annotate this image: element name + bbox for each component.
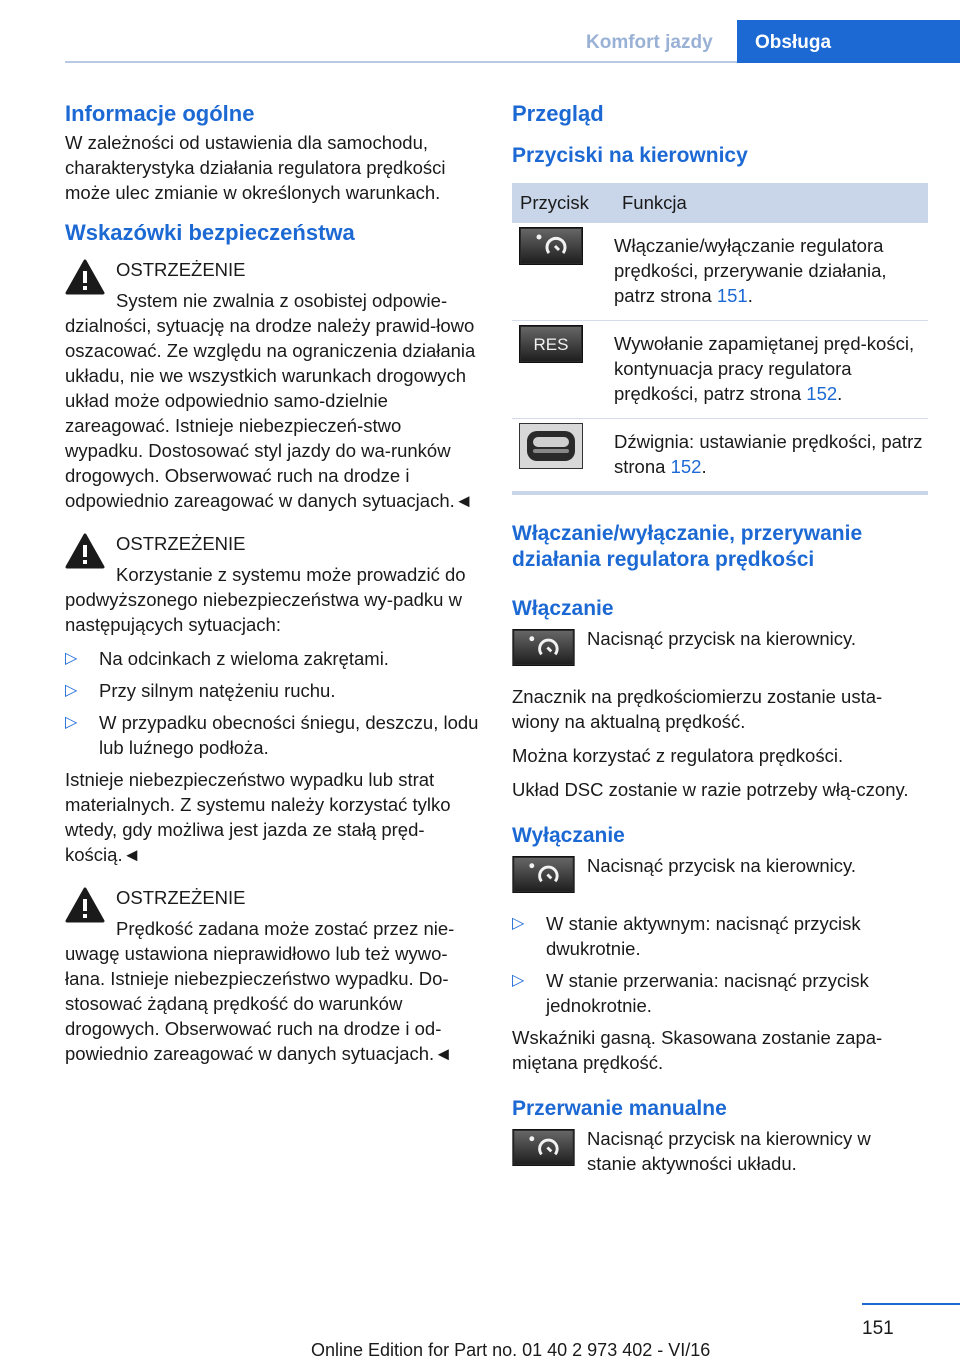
table-cell-function: Dźwignia: ustawianie prędkości, patrz strona 152. — [614, 431, 923, 477]
table-cell-function: Wywołanie zapamiętanej pręd-kości, kontynuacja pracy regulatora prędkości, patrz strona 152. — [614, 321, 928, 419]
manual-title: Przerwanie manualne — [512, 1097, 727, 1120]
list-item: ▷ Przy silnym natężeniu ruchu. — [65, 680, 336, 701]
header-section[interactable]: Komfort jazdy — [586, 32, 713, 53]
warning-triangle-icon — [65, 887, 105, 923]
table-row — [512, 321, 928, 419]
overview-title: Przegląd — [512, 101, 604, 126]
table-row — [512, 223, 928, 321]
right-column — [512, 100, 928, 1176]
table-header-button: Przycisk — [512, 183, 614, 223]
table-header-function: Funkcja — [614, 183, 928, 223]
svg-text:RES: RES — [533, 335, 569, 354]
list-item: ▷ Na odcinkach z wieloma zakrętami. — [65, 648, 389, 669]
table-bottom-rule — [512, 491, 928, 495]
off-bullet-list — [512, 911, 928, 1018]
warning-text: System nie zwalnia z osobistej odpowie-dzialności, sytuację na drodze należy prawid-łowo oszacować. Ze względu na ograniczenia działania układu, nie we wszystkich warunkach drogowych układ może odpowiednio samo-dzielnie zareagować. Istnieje niebezpieczeń-stwo wypadku. Dostosować styl jazdy do wa-runków drogowych. Obserwować ruch na drodze i odpowiednio zareagować w danych sytuacjach.◄ — [65, 290, 476, 511]
off-title: Wyłączanie — [512, 824, 625, 847]
warning-block-1 — [65, 257, 479, 513]
buttons-title: Przyciski na kierownicy — [512, 144, 748, 167]
on-paragraph-3: Układ DSC zostanie w razie potrzeby włą-czony. — [512, 779, 909, 800]
warning-text: Korzystanie z systemu może prowadzić do podwyższonego niebezpieczeństwa wy-padku w następujących sytuacjach: — [65, 564, 466, 635]
header-tab-active[interactable]: Obsługa — [737, 20, 960, 63]
general-title: Informacje ogólne — [65, 101, 255, 126]
buttons-table — [512, 183, 928, 491]
onoff-title: Włączanie/wyłączanie, przerywanie działania regulatora prędkości — [512, 522, 863, 571]
off-instruction: Nacisnąć przycisk na kierownicy. — [512, 853, 928, 893]
rocker-lever-icon — [519, 423, 583, 469]
safety-title: Wskazówki bezpieczeństwa — [65, 220, 355, 245]
list-item: ▷ W stanie aktywnym: nacisnąć przycisk dwukrotnie. — [512, 913, 861, 959]
on-title: Włączanie — [512, 597, 614, 620]
triangle-bullet-icon: ▷ — [65, 714, 78, 731]
page-number: 151 — [862, 1318, 894, 1339]
table-cell-function: Włączanie/wyłączanie regulatora prędkości, przerywanie działania, patrz strona 151. — [614, 223, 928, 321]
manual-instruction: Nacisnąć przycisk na kierownicy w stanie aktywności układu. — [512, 1126, 928, 1176]
warning-title: OSTRZEŻENIE — [116, 533, 246, 554]
on-paragraph-1: Znacznik na prędkościomierzu zostanie usta-wiony na aktualną prędkość. — [512, 686, 883, 732]
warning-triangle-icon — [65, 533, 105, 569]
warning-block-2 — [65, 531, 479, 867]
warning-triangle-icon — [65, 259, 105, 295]
triangle-bullet-icon: ▷ — [65, 650, 78, 667]
page-link[interactable]: 151 — [716, 285, 748, 306]
warning-title: OSTRZEŻENIE — [116, 887, 246, 908]
cruise-control-icon — [519, 227, 583, 265]
cruise-control-icon — [512, 1129, 575, 1166]
on-paragraph-2: Można korzystać z regulatora prędkości. — [512, 745, 844, 766]
footer-rule — [862, 1303, 960, 1305]
off-paragraph-1: Wskaźniki gasną. Skasowana zostanie zapa-miętana prędkość. — [512, 1027, 883, 1073]
page-link[interactable]: 152 — [806, 383, 838, 404]
warning-text: Prędkość zadana może zostać przez nie-uwagę ustawiona nieprawidłowo lub też wywo-łana. Istnieje niebezpieczeństwo wypadku. Do-stosować żądaną prędkość do warunków drogowych. Obserwować ruch na drodze i od-powiednio zareagować w danych sytuacjach.◄ — [65, 918, 455, 1064]
triangle-bullet-icon: ▷ — [512, 972, 525, 989]
page-link[interactable]: 152 — [670, 456, 702, 477]
triangle-bullet-icon: ▷ — [512, 915, 525, 932]
res-button-icon — [519, 325, 583, 363]
table-row — [512, 419, 928, 492]
left-column — [65, 100, 479, 1066]
warning-block-3 — [65, 885, 479, 1066]
cruise-control-icon — [512, 856, 575, 893]
list-item: ▷ W przypadku obecności śniegu, deszczu, lodu lub luźnego podłoża. — [65, 712, 479, 758]
list-item: ▷ W stanie przerwania: nacisnąć przycisk jednokrotnie. — [512, 970, 869, 1016]
cruise-control-icon — [512, 629, 575, 666]
warning-title: OSTRZEŻENIE — [116, 259, 246, 280]
warning-bullet-list — [65, 646, 479, 760]
warning-after-text: Istnieje niebezpieczeństwo wypadku lub strat materialnych. Z systemu należy korzystać tylko wtedy, gdy możliwa jest jazda ze stałą pręd-kością.◄ — [65, 769, 451, 865]
general-text: W zależności od ustawienia dla samochodu, charakterystyka działania regulatora prędkości może ulec zmianie w określonych warunkach. — [65, 132, 446, 203]
edition-text: Online Edition for Part no. 01 40 2 973 402 - VI/16 — [311, 1340, 711, 1360]
on-instruction: Nacisnąć przycisk na kierownicy. — [512, 626, 928, 666]
triangle-bullet-icon: ▷ — [65, 682, 78, 699]
